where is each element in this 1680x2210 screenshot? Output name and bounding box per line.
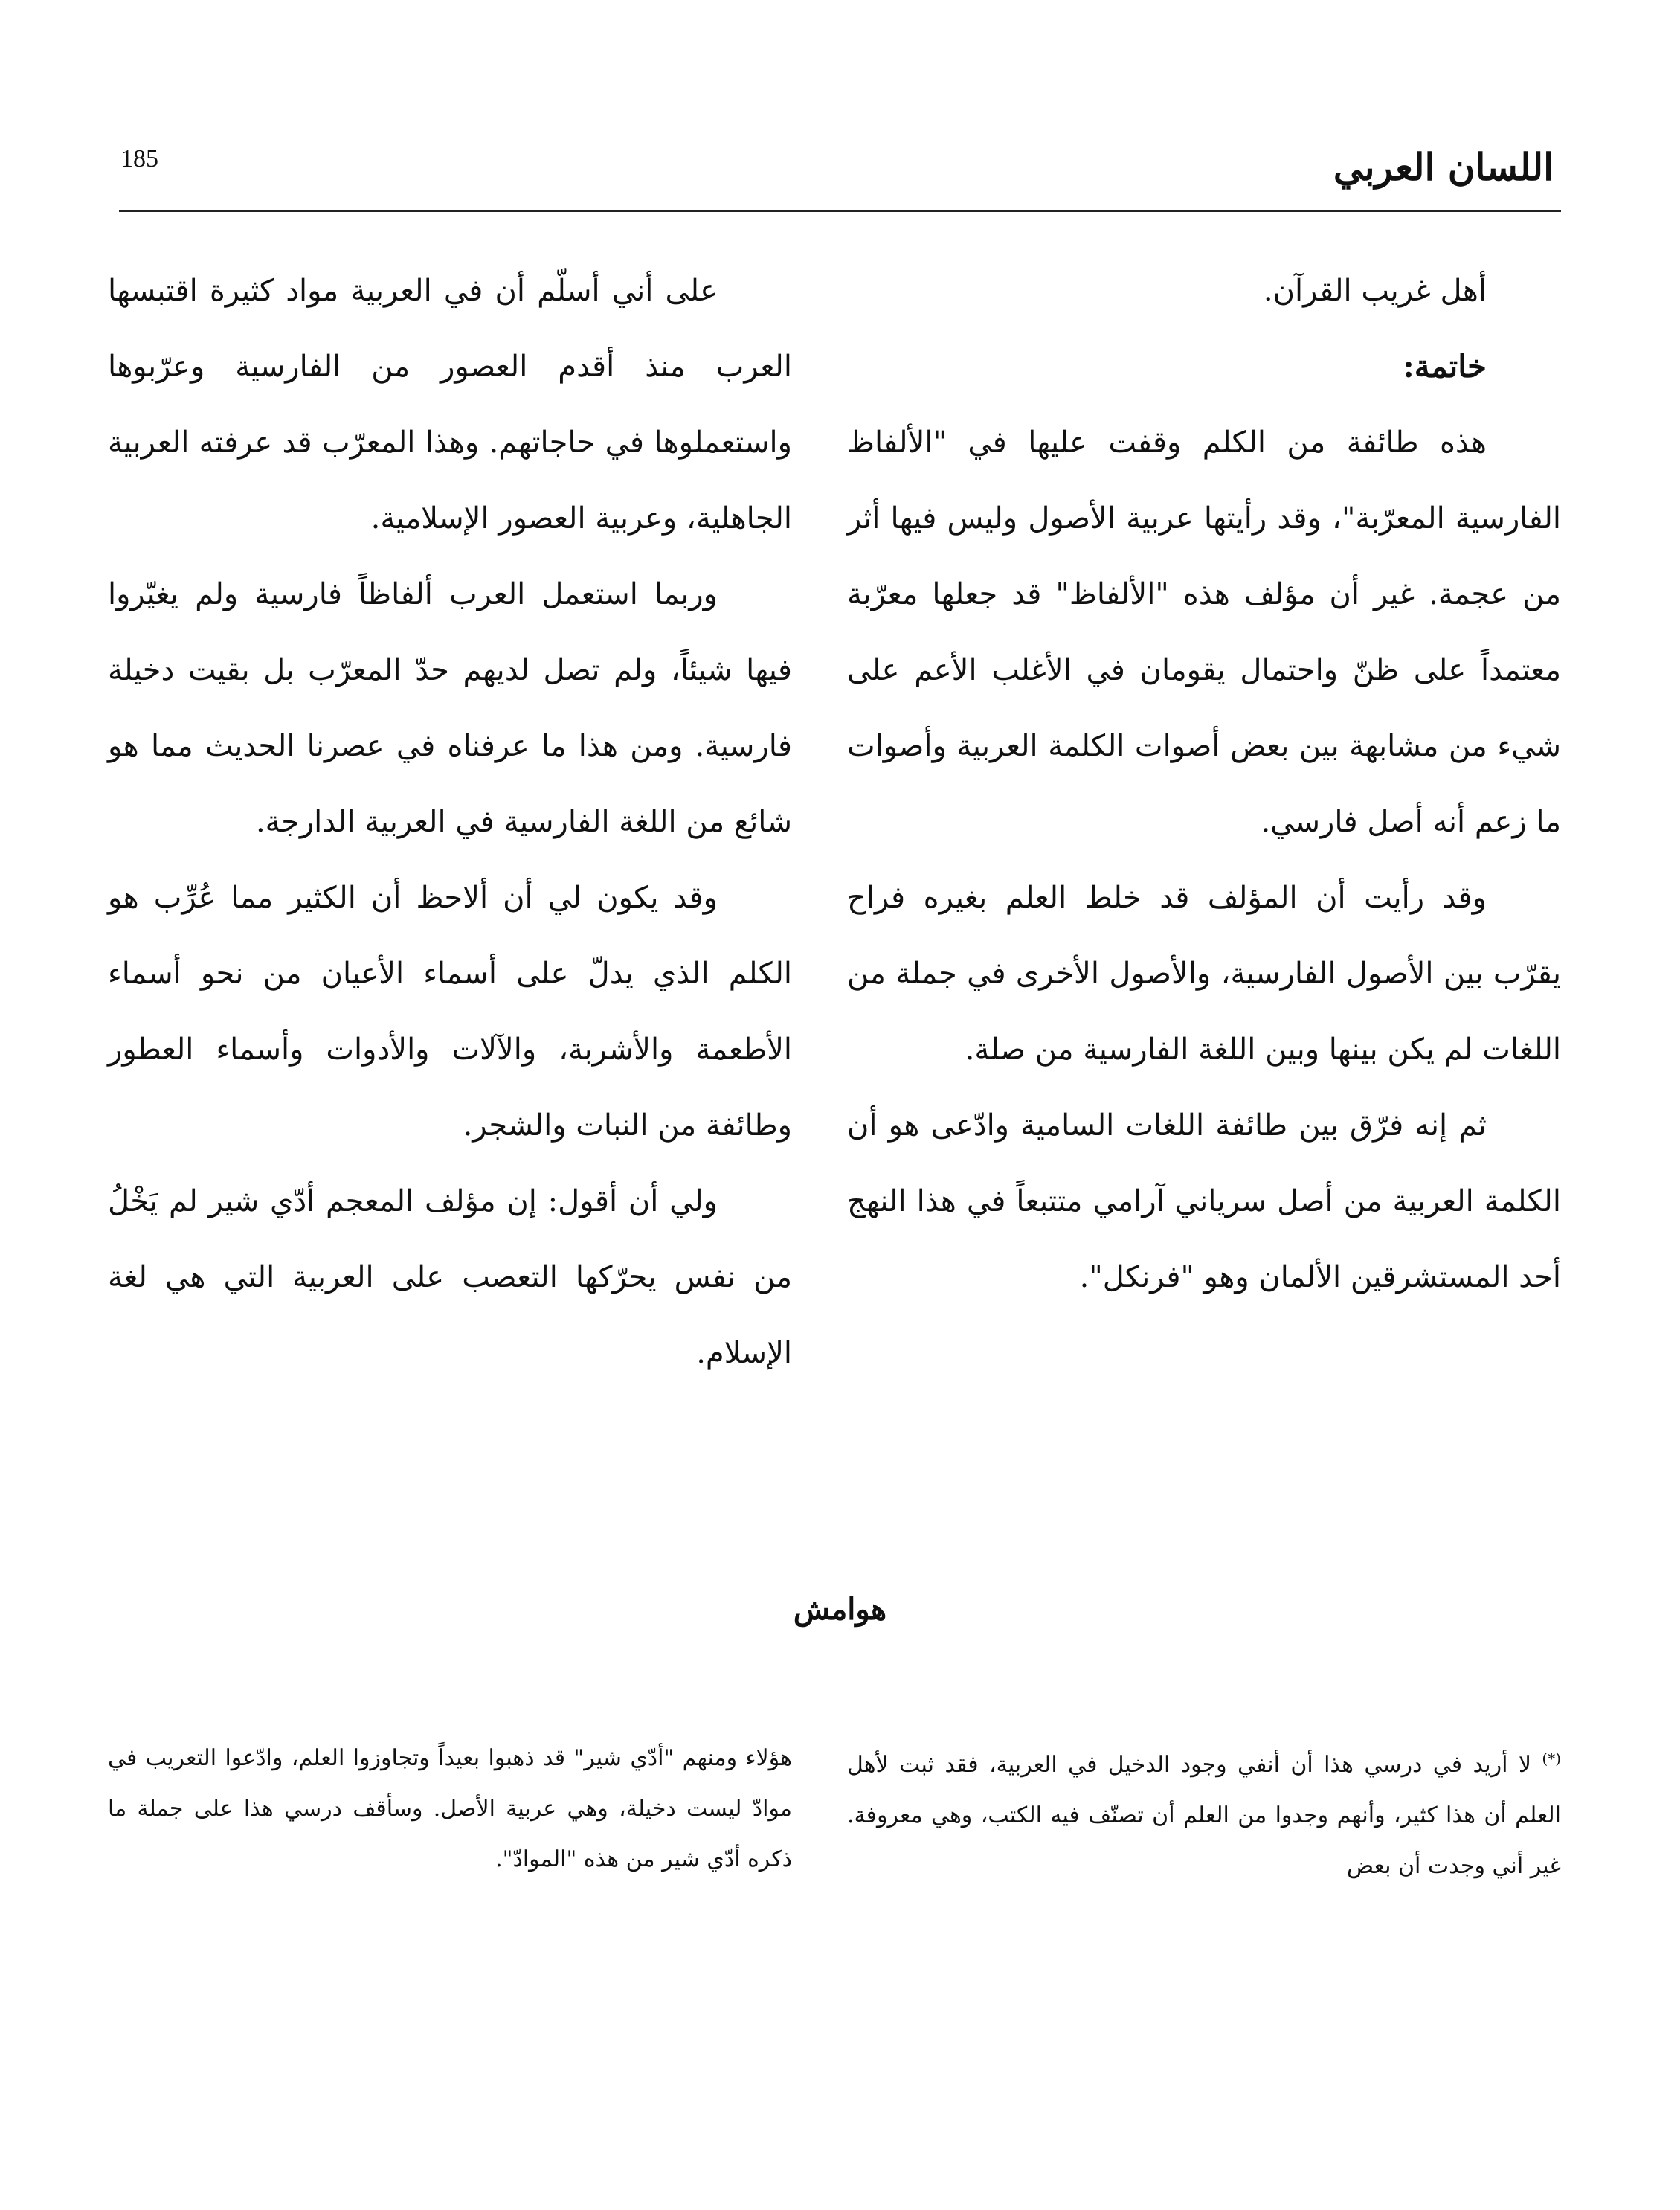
- footnote-right: [847, 1733, 1561, 1892]
- paragraph: ولي أن أقول: إن مؤلف المعجم أدّي شير لم يَخْلُ من نفس يحرّكها التعصب على العربية التي هي لغة الإسلام.: [108, 1184, 792, 1370]
- paragraph: وقد يكون لي أن ألاحظ أن الكثير مما عُرِّب هو الكلم الذي يدلّ على أسماء الأعيان من نحو أسماء الأطعمة والأشربة، والآلات والأدوات وأسماء العطور وطائفة من النبات والشجر.: [108, 881, 792, 1143]
- footnote-marker: (*): [1542, 1750, 1561, 1767]
- footnotes-heading: هوامش: [793, 1592, 887, 1627]
- paragraph: هذه طائفة من الكلم وقفت عليها في "الألفاظ الفارسية المعرّبة"، وقد رأيتها عربية الأصول وليس فيها أثر من عجمة. غير أن مؤلف هذه "الألفاظ" قد جعلها معرّبة معتمداً على ظنّ واحتمال يقومان في الأغلب الأعم على شيء من مشابهة بين بعض أصوات الكلمة العربية وأصوات ما زعم أنه أصل فارسي.: [847, 425, 1561, 839]
- left-column: [108, 253, 792, 1391]
- footnote-text: هؤلاء ومنهم "أدّي شير" قد ذهبوا بعيداً وتجاوزوا العلم، وادّعوا التعريب في موادّ ليست دخيلة، وهي عربية الأصل. وسأقف درسي هذا على جملة ما ذكره أدّي شير من هذه "الموادّ".: [108, 1745, 793, 1872]
- paragraph: على أني أسلّم أن في العربية مواد كثيرة اقتبسها العرب منذ أقدم العصور من الفارسية وعرّبوها واستعملوها في حاجاتهم. وهذا المعرّب قد عرفته العربية الجاهلية، وعربية العصور الإسلامية.: [108, 274, 792, 536]
- paragraph: وربما استعمل العرب ألفاظاً فارسية ولم يغيّروا فيها شيئاً، ولم تصل لديهم حدّ المعرّب بل بقيت دخيلة فارسية. ومن هذا ما عرفناه في عصرنا الحديث مما هو شائع من اللغة الفارسية في العربية الدارجة.: [108, 577, 793, 839]
- footnote-text: [847, 1733, 1561, 1892]
- paragraph: أهل غريب القرآن.: [1263, 274, 1487, 308]
- page-number: 185: [120, 145, 158, 173]
- footnote-body: لا أريد في درسي هذا أن أنفي وجود الدخيل في العربية، فقد ثبت لأهل العلم أن هذا كثير، وأنهم وجدوا من العلم أن تصنّف فيه الكتب، وهي معروفة. غير أني وجدت أن بعض: [847, 1752, 1561, 1879]
- section-heading: خاتمة:: [1403, 348, 1487, 385]
- header-divider: [119, 210, 1561, 212]
- paragraph: وقد رأيت أن المؤلف قد خلط العلم بغيره فراح يقرّب بين الأصول الفارسية، والأصول الأخرى في جملة من اللغات لم يكن بينها وبين اللغة الفارسية من صلة.: [847, 881, 1561, 1067]
- journal-title: اللسان العربي: [1333, 145, 1554, 189]
- right-column: [847, 253, 1561, 1315]
- paragraph: ثم إنه فرّق بين طائفة اللغات السامية وادّعى هو أن الكلمة العربية من أصل سرياني آرامي متتبعاً في هذا النهج أحد المستشرقين الألمان وهو "فرنكل".: [847, 1108, 1561, 1294]
- footnote-left: [108, 1733, 792, 1885]
